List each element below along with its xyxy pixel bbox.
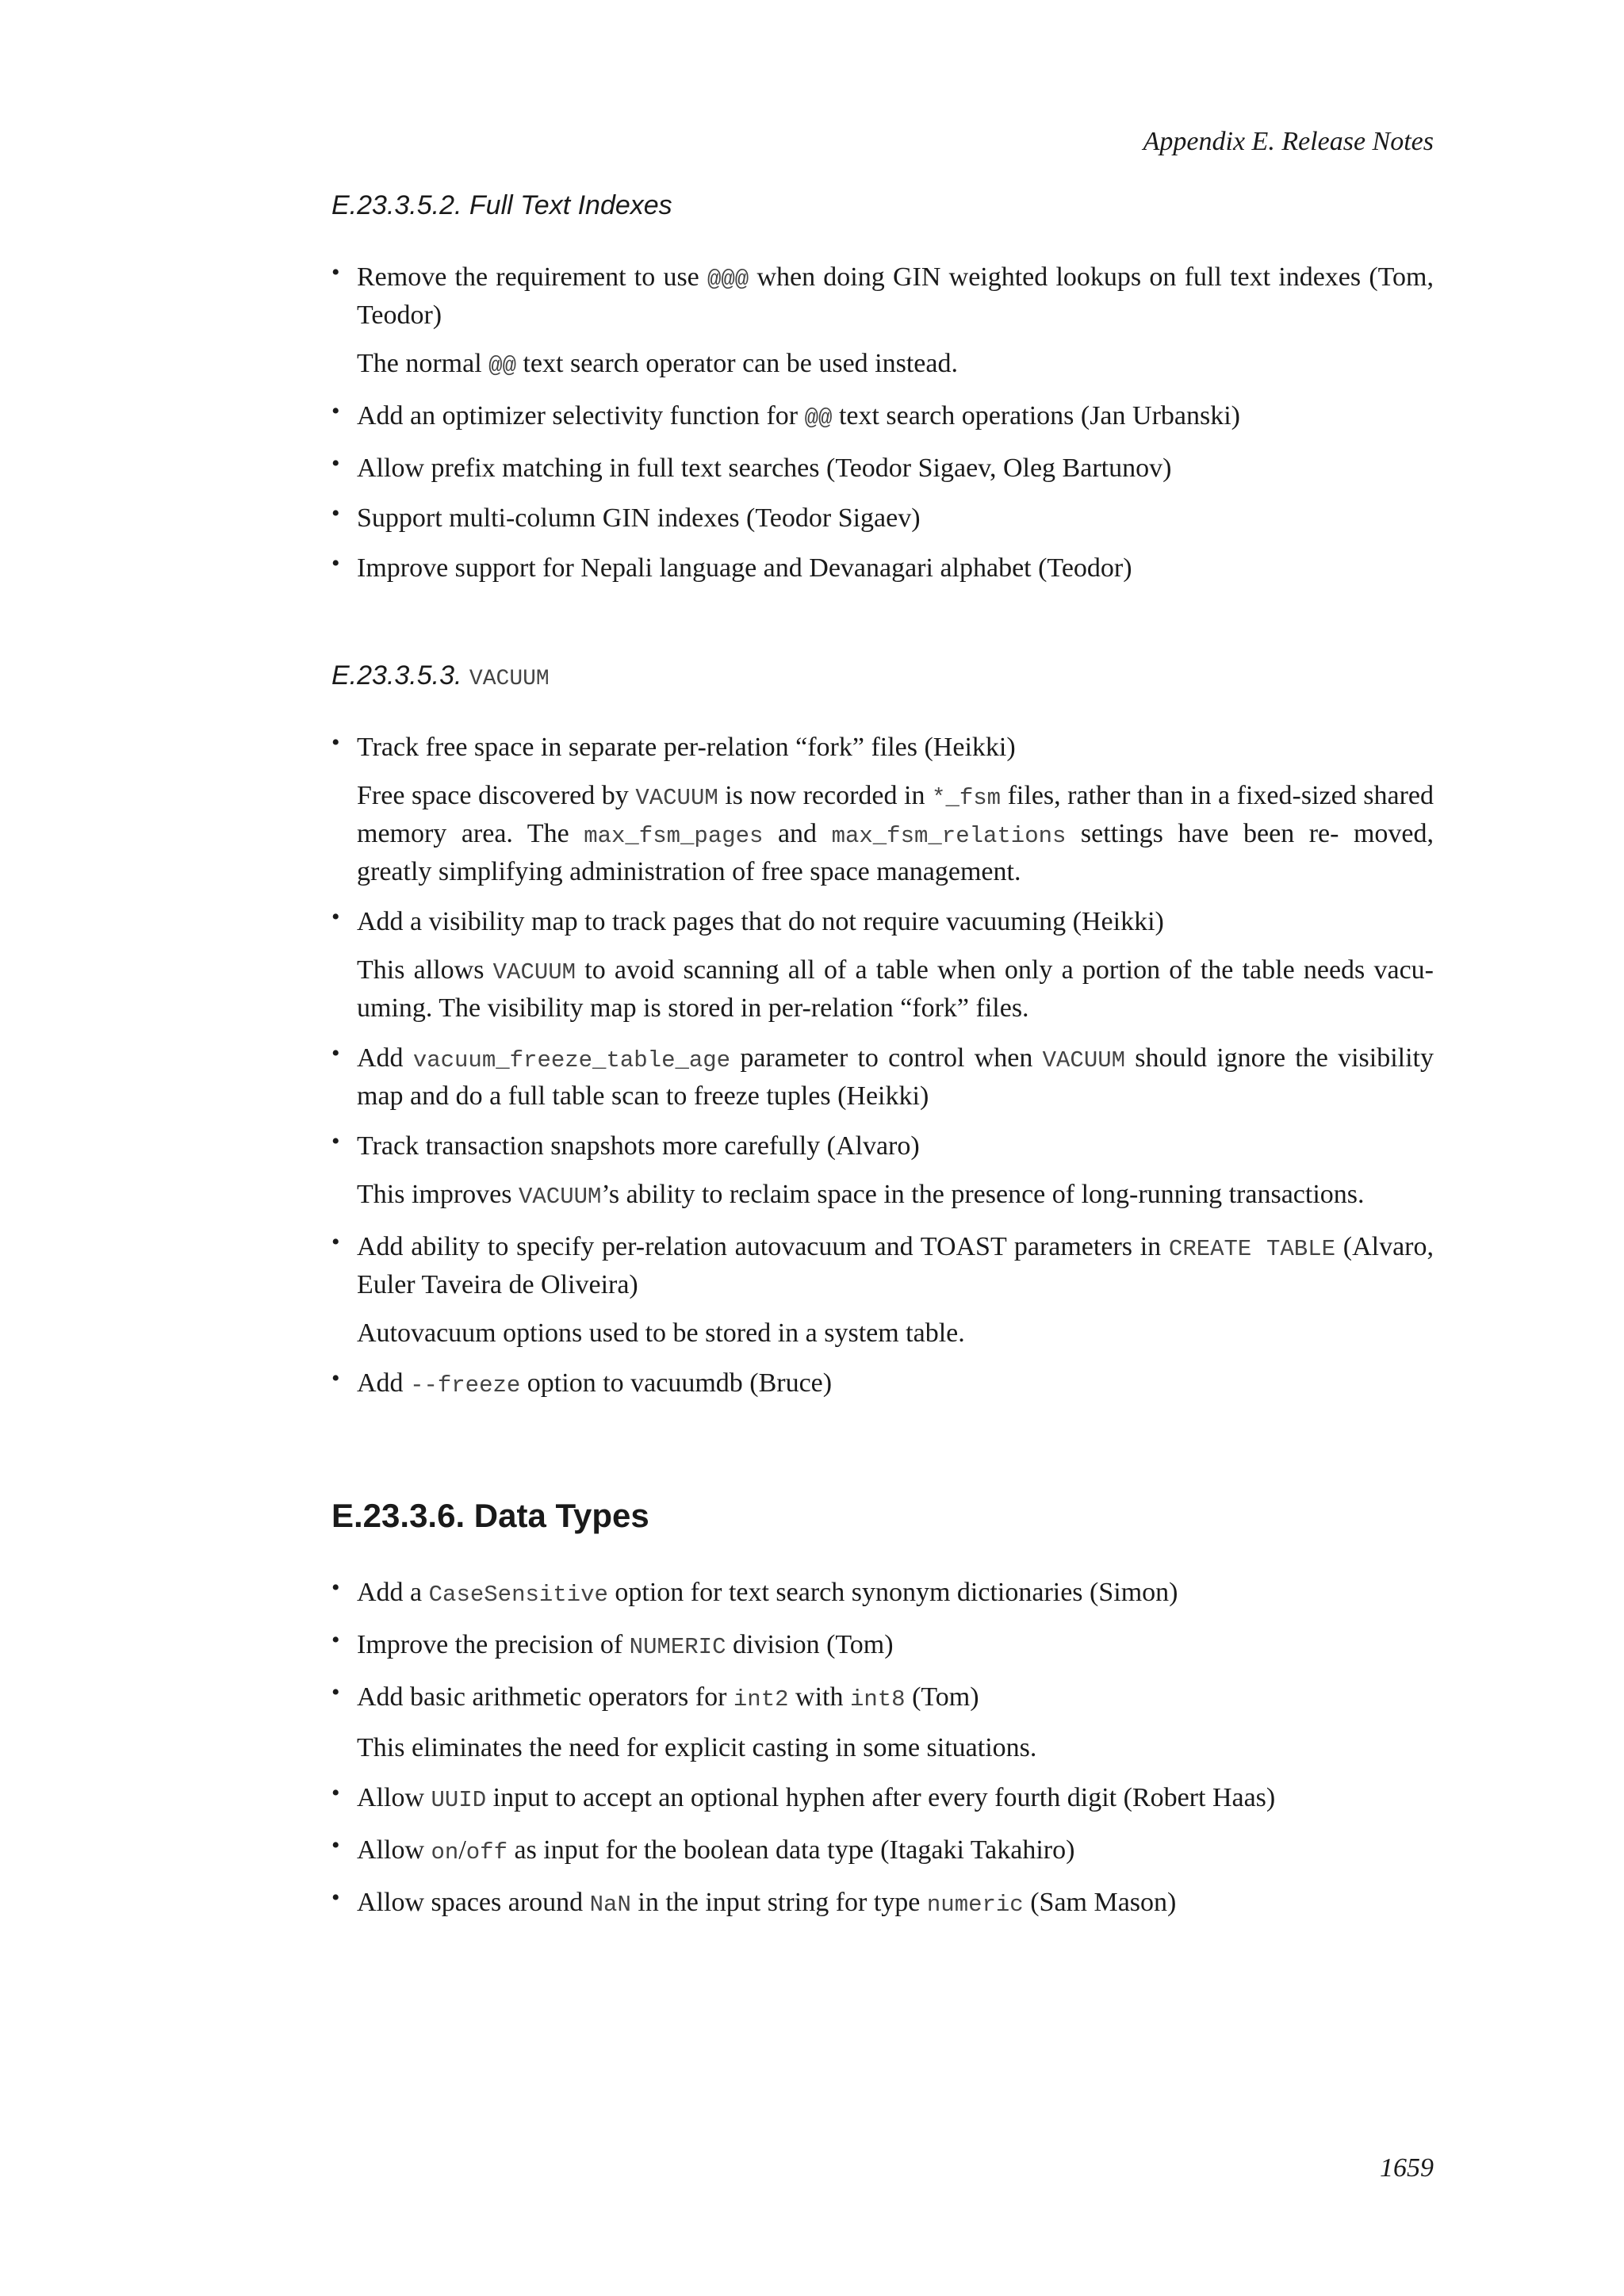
bullet-icon: • bbox=[331, 1229, 340, 1255]
inline-code: VACUUM bbox=[469, 667, 550, 691]
inline-code: @@ bbox=[488, 353, 516, 379]
list-item bbox=[331, 729, 1434, 890]
inline-code: CREATE TABLE bbox=[1168, 1236, 1335, 1262]
item-text: Allow UUID input to accept an optional hyphen after every fourth digit (Robert Haas) bbox=[357, 1783, 1276, 1813]
item-note: This improves VACUUM’s ability to reclaim space in the presence of long-running transactions. bbox=[357, 1180, 1365, 1210]
item-text: Add --freeze option to vacuumdb (Bruce) bbox=[357, 1368, 833, 1399]
inline-code: UUID bbox=[431, 1787, 487, 1813]
inline-code: int8 bbox=[849, 1686, 906, 1712]
bullet-icon: • bbox=[331, 259, 340, 285]
item-text: Add a CaseSensitive option for text search synonym dictionaries (Simon) bbox=[357, 1578, 1178, 1608]
inline-code: vacuum_freeze_table_age bbox=[412, 1047, 731, 1073]
inline-code: *_fsm bbox=[932, 785, 1002, 811]
subsection-heading-full-text-indexes: E.23.3.5.2. Full Text Indexes bbox=[331, 190, 672, 220]
spacer bbox=[331, 1418, 1434, 1497]
item-note: This eliminates the need for explicit casting in some situations. bbox=[357, 1733, 1037, 1762]
list-item bbox=[331, 259, 1434, 384]
bullet-icon: • bbox=[331, 1040, 340, 1066]
list-item bbox=[331, 450, 1434, 486]
bullet-icon: • bbox=[331, 500, 340, 526]
list-item bbox=[331, 1679, 1434, 1766]
inline-code: VACUUM bbox=[492, 959, 576, 985]
inline-code: --freeze bbox=[410, 1372, 521, 1399]
section-heading-data-types: E.23.3.6. Data Types bbox=[331, 1497, 649, 1534]
list-item bbox=[331, 550, 1434, 586]
full-text-indexes-list bbox=[331, 259, 1434, 586]
item-text: Add a visibility map to track pages that do not require vacuuming (Heikki) bbox=[357, 907, 1164, 936]
bullet-icon: • bbox=[331, 1365, 340, 1391]
item-text: Track free space in separate per-relation “fork” files (Heikki) bbox=[357, 733, 1016, 762]
item-text: Add an optimizer selectivity function for @@ text search operations (Jan Urbanski) bbox=[357, 401, 1240, 431]
bullet-icon: • bbox=[331, 1679, 340, 1705]
inline-code: VACUUM bbox=[635, 785, 718, 811]
inline-code: VACUUM bbox=[518, 1184, 602, 1210]
inline-code: @@@ bbox=[707, 266, 749, 293]
list-item bbox=[331, 1575, 1434, 1613]
bullet-icon: • bbox=[331, 1128, 340, 1154]
list-item bbox=[331, 1832, 1434, 1870]
page-number: 1659 bbox=[1380, 2153, 1434, 2183]
bullet-icon: • bbox=[331, 550, 340, 576]
bullet-icon: • bbox=[331, 1627, 340, 1653]
subsection-heading-vacuum: E.23.3.5.3. VACUUM bbox=[331, 660, 550, 691]
bullet-icon: • bbox=[331, 729, 340, 756]
bullet-icon: • bbox=[331, 450, 340, 476]
list-item bbox=[331, 500, 1434, 536]
list-item bbox=[331, 904, 1434, 1026]
bullet-icon: • bbox=[331, 398, 340, 424]
vacuum-list bbox=[331, 729, 1434, 1403]
list-item bbox=[331, 1780, 1434, 1818]
list-item bbox=[331, 1885, 1434, 1923]
bullet-icon: • bbox=[331, 1885, 340, 1911]
item-text: Allow prefix matching in full text searches (Teodor Sigaev, Oleg Bartunov) bbox=[357, 453, 1172, 483]
running-header: Appendix E. Release Notes bbox=[1143, 127, 1434, 156]
spacer bbox=[331, 600, 1434, 660]
inline-code: NUMERIC bbox=[629, 1634, 726, 1660]
bullet-icon: • bbox=[331, 1780, 340, 1806]
item-text: Add ability to specify per-relation autovacuum and TOAST parameters in CREATE TABLE (Alvaro, Euler Taveira de Oliveira) bbox=[357, 1232, 1434, 1299]
list-item bbox=[331, 1128, 1434, 1215]
item-text: Track transaction snapshots more carefully (Alvaro) bbox=[357, 1131, 920, 1161]
inline-code: max_fsm_relations bbox=[831, 823, 1067, 849]
item-note: This allows VACUUM to avoid scanning all of a table when only a portion of the table needs vacu- uming. The visibility map is stored in per-relation “fork” files. bbox=[357, 955, 1434, 1023]
inline-code: off bbox=[465, 1839, 508, 1866]
data-types-list bbox=[331, 1575, 1434, 1923]
item-text: Allow on/off as input for the boolean data type (Itagaki Takahiro) bbox=[357, 1835, 1075, 1866]
inline-code: max_fsm_pages bbox=[584, 823, 764, 849]
item-text: Add vacuum_freeze_table_age parameter to control when VACUUM should ignore the visibility map and do a full table scan to freeze tuples (Heikki) bbox=[357, 1043, 1434, 1111]
inline-code: CaseSensitive bbox=[428, 1582, 608, 1608]
list-item bbox=[331, 1365, 1434, 1403]
page-content bbox=[331, 190, 1434, 1937]
inline-code: @@ bbox=[804, 405, 833, 431]
inline-code: on bbox=[431, 1839, 459, 1866]
item-text: Allow spaces around NaN in the input string for type numeric (Sam Mason) bbox=[357, 1888, 1177, 1918]
list-item bbox=[331, 1627, 1434, 1665]
inline-code: NaN bbox=[589, 1892, 631, 1918]
item-text: Add basic arithmetic operators for int2 with int8 (Tom) bbox=[357, 1682, 979, 1712]
item-text: Remove the requirement to use @@@ when doing GIN weighted lookups on full text indexes (Tom, Teodor) bbox=[357, 262, 1434, 330]
list-item bbox=[331, 1040, 1434, 1114]
item-text: Support multi-column GIN indexes (Teodor Sigaev) bbox=[357, 503, 921, 533]
list-item bbox=[331, 398, 1434, 436]
bullet-icon: • bbox=[331, 1575, 340, 1601]
item-text: Improve the precision of NUMERIC division (Tom) bbox=[357, 1630, 894, 1660]
item-text: Improve support for Nepali language and Devanagari alphabet (Teodor) bbox=[357, 553, 1132, 583]
bullet-icon: • bbox=[331, 904, 340, 930]
item-note: The normal @@ text search operator can be used instead. bbox=[357, 349, 958, 379]
item-note: Free space discovered by VACUUM is now recorded in *_fsm files, rather than in a fixed-sized shared memory area. The max_fsm_pages and max_fsm_relations settings have been re- moved, greatly simplifying administration of free space management. bbox=[357, 781, 1434, 886]
inline-code: VACUUM bbox=[1042, 1047, 1126, 1073]
inline-code: numeric bbox=[926, 1892, 1024, 1918]
inline-code: int2 bbox=[733, 1686, 789, 1712]
bullet-icon: • bbox=[331, 1832, 340, 1858]
item-note: Autovacuum options used to be stored in a system table. bbox=[357, 1318, 965, 1348]
list-item bbox=[331, 1229, 1434, 1351]
